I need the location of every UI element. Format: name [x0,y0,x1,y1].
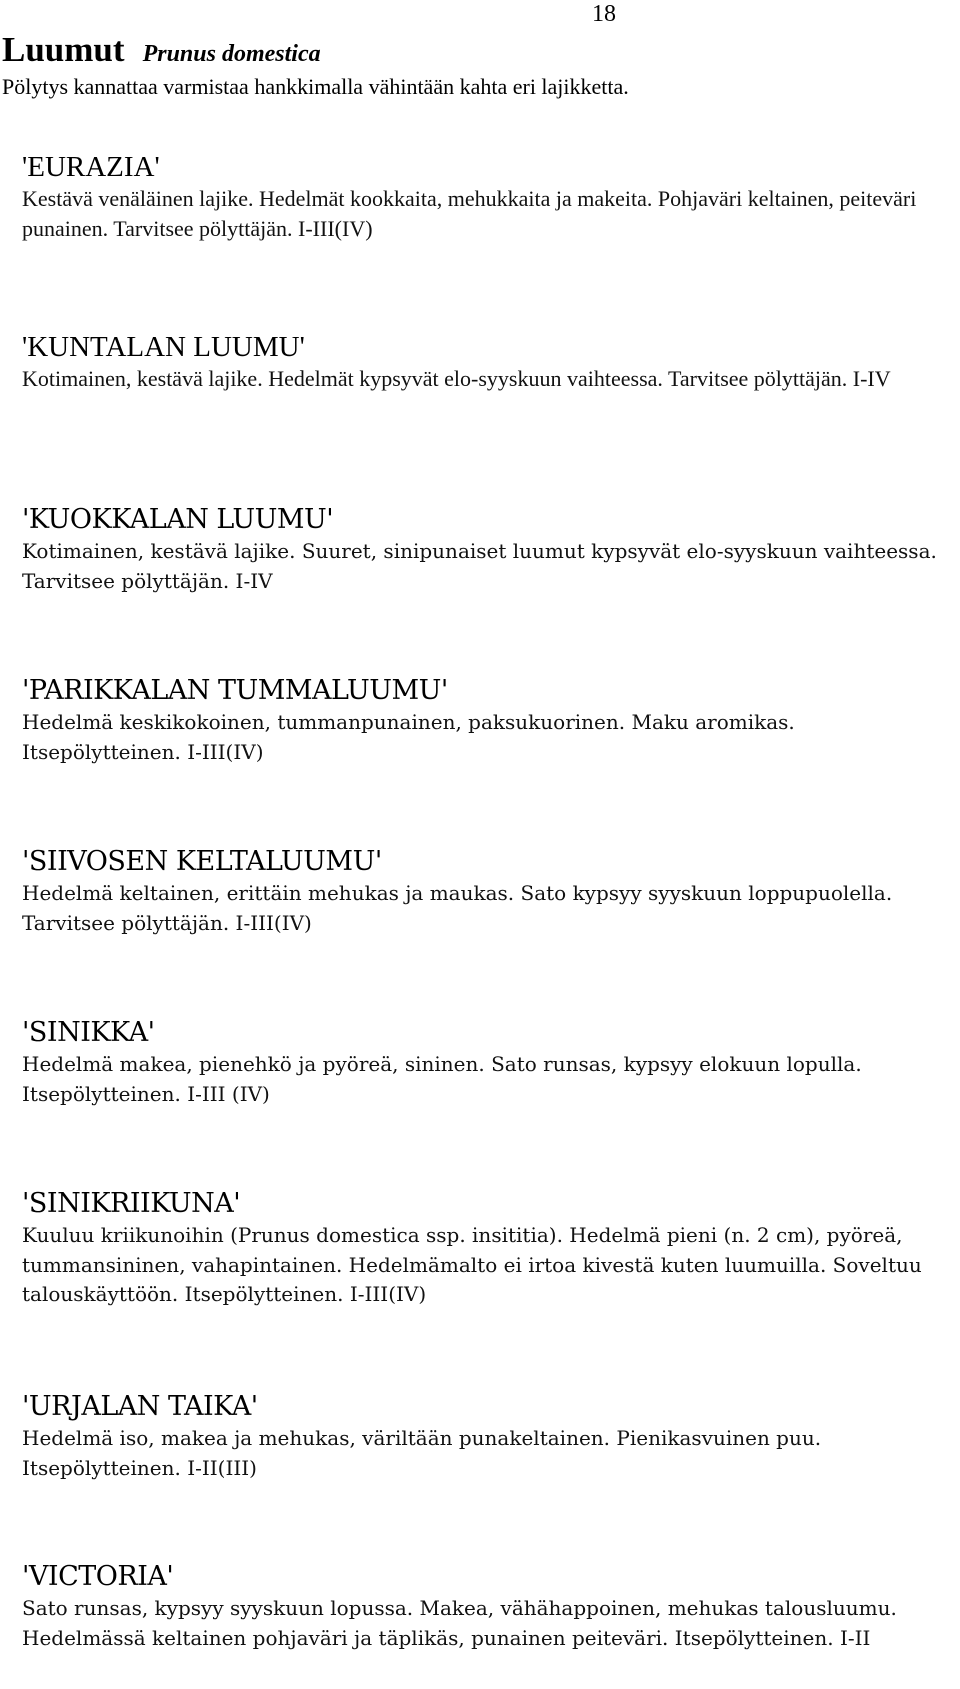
variety-entry [22,845,947,938]
variety-entry [22,1187,947,1310]
variety-entry [22,150,947,244]
variety-description: Hedelmä iso, makea ja mehukas, väriltään punakeltainen. Pienikasvuinen puu. Itsepölytteinen. I-II(III) [22,1426,822,1480]
variety-name: 'PARIKKALAN TUMMALUUMU' [22,675,448,706]
variety-name: 'KUNTALAN LUUMU' [22,331,305,363]
intro-text: Pölytys kannattaa varmistaa hankkimalla vähintään kahta eri lajikketta. [2,74,629,99]
variety-description: Hedelmä keltainen, erittäin mehukas ja maukas. Sato kypsyy syyskuun loppupuolella. Tarvitsee pölyttäjän. I-III(IV) [22,881,893,935]
variety-name: 'SINIKKA' [22,1017,155,1048]
variety-description: Sato runsas, kypsyy syyskuun lopussa. Makea, vähähappoinen, mehukas talousluumu. Hedelmässä keltainen pohjaväri ja täplikäs, punainen peiteväri. Itsepölytteinen. I-II [22,1596,897,1650]
page-title: Luumut [2,30,125,69]
variety-entry [22,330,947,394]
variety-description: Hedelmä makea, pienehkö ja pyöreä, sininen. Sato runsas, kypsyy elokuun lopulla. Itsepölytteinen. I-III (IV) [22,1052,862,1106]
latin-name: Prunus domestica [142,41,321,67]
variety-name: 'VICTORIA' [22,1561,174,1592]
variety-name: 'SINIKRIIKUNA' [22,1188,241,1219]
variety-description: Kuuluu kriikunoihin (Prunus domestica ssp. insititia). Hedelmä pieni (n. 2 cm), pyöreä, tummansininen, vahapintainen. Hedelmämalto ei irtoa kivestä kuten luumuilla. Soveltuu talouskäyttöön. Itsepölytteinen. I-III(IV) [22,1223,922,1306]
variety-entry [22,503,947,596]
variety-entry [22,1016,947,1109]
page-header [2,30,942,102]
variety-entry [22,674,947,767]
variety-description: Kotimainen, kestävä lajike. Suuret, sinipunaiset luumut kypsyvät elo-syyskuun vaihteessa. Tarvitsee pölyttäjän. I-IV [22,539,937,593]
variety-name: 'KUOKKALAN LUUMU' [22,504,334,535]
page-number: 18 [592,1,616,27]
variety-entry [22,1560,947,1653]
variety-name: 'EURAZIA' [22,151,160,183]
variety-name: 'URJALAN TAIKA' [22,1391,258,1422]
variety-description: Kotimainen, kestävä lajike. Hedelmät kypsyvät elo-syyskuun vaihteessa. Tarvitsee pölyttäjän. I-IV [22,366,891,391]
variety-name: 'SIIVOSEN KELTALUUMU' [22,846,382,877]
variety-entry [22,1390,947,1483]
variety-description: Hedelmä keskikokoinen, tummanpunainen, paksukuorinen. Maku aromikas. Itsepölytteinen. I-III(IV) [22,710,795,764]
title-line [2,30,942,70]
variety-description: Kestävä venäläinen lajike. Hedelmät kookkaita, mehukkaita ja makeita. Pohjaväri keltainen, peiteväri punainen. Tarvitsee pölyttäjän. I-III(IV) [22,186,917,241]
